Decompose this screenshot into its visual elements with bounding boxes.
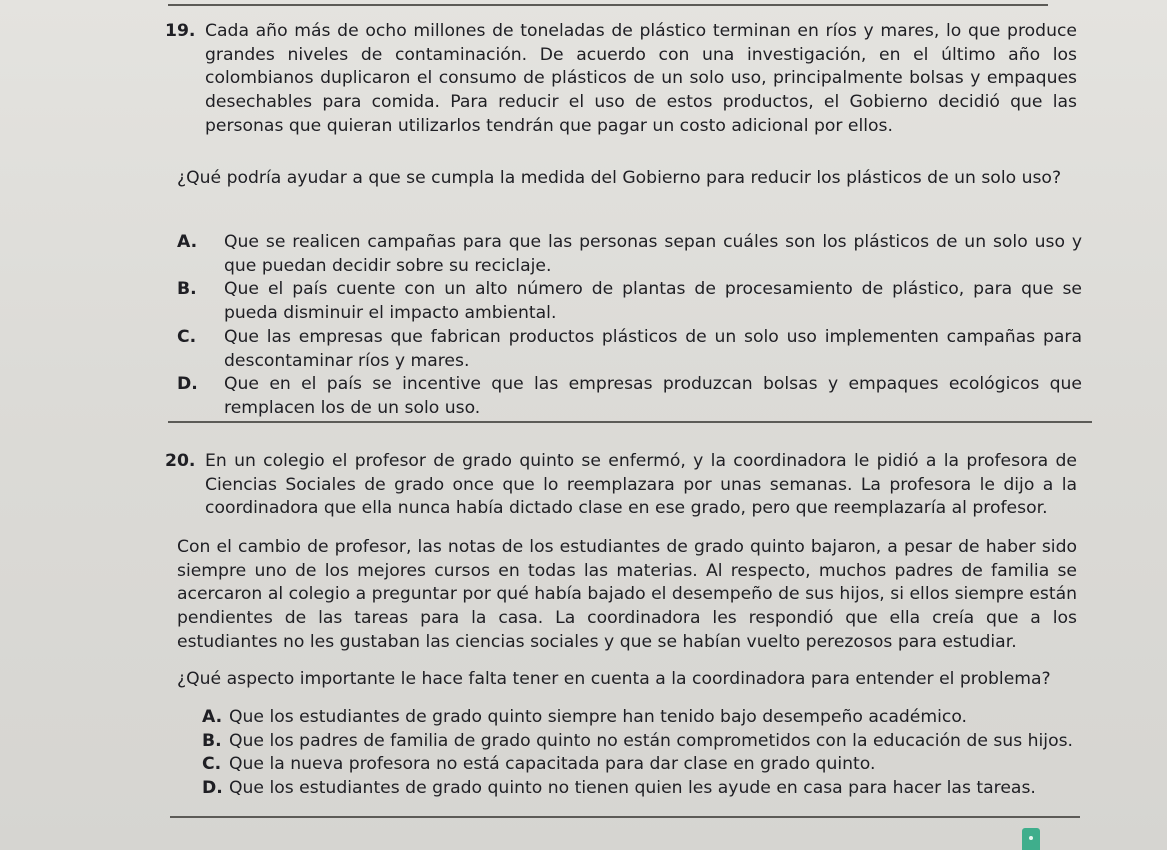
question-19 [165, 20, 1082, 418]
option-letter: B. [202, 730, 222, 751]
option-text: Que se realicen campañas para que las personas sepan cuáles son los plásticos de un solo uso y que puedan decidir sobre su reciclaje. [224, 232, 1082, 276]
sticker-icon [1022, 828, 1040, 850]
question-divider [168, 421, 1092, 423]
question-number: 20. [165, 451, 196, 471]
option-a[interactable] [177, 706, 1082, 730]
option-text: Que los padres de familia de grado quinto no están comprometidos con la educación de sus hijos. [229, 730, 1073, 751]
question-prompt: ¿Qué podría ayudar a que se cumpla la medida del Gobierno para reducir los plásticos de un solo uso? [177, 168, 1062, 188]
option-d[interactable] [177, 373, 1082, 420]
option-letter: C. [202, 754, 222, 775]
question-prompt: ¿Qué aspecto importante le hace falta tener en cuenta a la coordinadora para entender el problema? [177, 669, 1051, 689]
option-letter: D. [202, 778, 223, 799]
option-text: Que los estudiantes de grado quinto siempre han tenido bajo desempeño académico. [229, 707, 967, 727]
option-text: Que en el país se incentive que las empresas produzcan bolsas y empaques ecológicos que remplacen los de un solo uso. [224, 374, 1082, 418]
option-a[interactable] [177, 231, 1082, 278]
option-text: Que los estudiantes de grado quinto no tienen quien les ayude en casa para hacer las tareas. [229, 778, 1036, 799]
option-b[interactable] [177, 278, 1082, 325]
question-context-2: Con el cambio de profesor, las notas de los estudiantes de grado quinto bajaron, a pesar de haber sido siempre uno de los mejores cursos en todas las materias. Al respecto, muchos padres de familia se acercaron al colegio a preguntar por qué había bajado el desempeño de sus hijos, si ellos siempre están pendientes de las tareas para la casa. La coordinadora les respondió que ella creía que a los estudiantes no les gustaban las ciencias sociales y que se habían vuelto perezosos para estudiar. [177, 537, 1077, 652]
question-20 [165, 450, 1077, 799]
question-context-1: En un colegio el profesor de grado quinto se enfermó, y la coordinadora le pidió a la profesora de Ciencias Sociales de grado once que lo reemplazara por unas semanas. La profesora le dijo a la coordinadora que ella nunca había dictado clase en ese grado, pero que reemplazaría al profesor. [205, 451, 1077, 519]
option-d[interactable] [177, 777, 1082, 801]
option-letter: A. [202, 707, 223, 727]
option-letter: D. [177, 374, 198, 395]
answer-options [177, 231, 1082, 421]
option-letter: A. [177, 232, 198, 252]
option-text: Que la nueva profesora no está capacitada para dar clase en grado quinto. [229, 754, 876, 775]
option-text: Que las empresas que fabrican productos plásticos de un solo uso implementen campañas para descontaminar ríos y mares. [224, 326, 1082, 371]
question-number: 19. [165, 21, 196, 41]
question-context: Cada año más de ocho millones de toneladas de plástico terminan en ríos y mares, lo que produce grandes niveles de contaminación. De acuerdo con una investigación, en el último año los colombianos duplicaron el consumo de plásticos de un solo uso, principalmente bolsas y empaques desechables para comida. Para reducir el uso de estos productos, el Gobierno decidió que las personas que quieran utilizarlos tendrán que pagar un costo adicional por ellos. [205, 21, 1077, 136]
answer-options [177, 706, 1082, 801]
bottom-divider [170, 816, 1080, 818]
option-b[interactable] [177, 730, 1082, 754]
option-letter: B. [177, 279, 197, 300]
option-c[interactable] [177, 753, 1082, 777]
option-c[interactable] [177, 326, 1082, 373]
top-divider [168, 4, 1048, 6]
option-text: Que el país cuente con un alto número de plantas de procesamiento de plástico, para que se pueda disminuir el impacto ambiental. [224, 279, 1082, 324]
option-letter: C. [177, 326, 197, 347]
